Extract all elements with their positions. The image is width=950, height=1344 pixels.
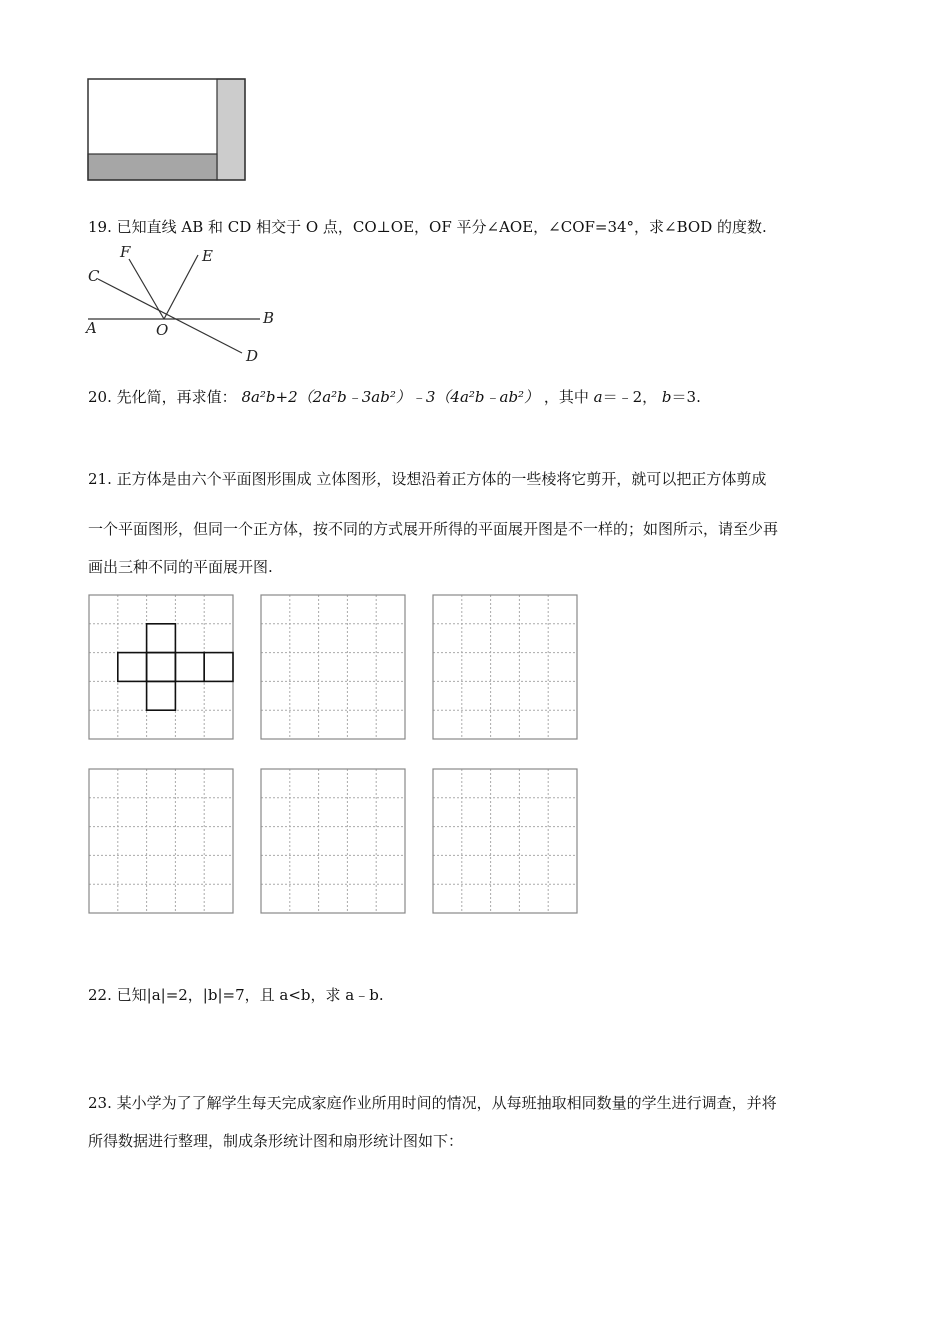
q23-text-1: 某小学为了了解学生每天完成家庭作业所用时间的情况，从每班抽取相同数量的学生进行调查，并将 [116, 1094, 777, 1112]
grid-4 [88, 768, 234, 914]
q21-number: 21. [88, 470, 112, 488]
q23-line-1 [88, 1092, 777, 1114]
net-square [204, 653, 233, 682]
grid-border [89, 769, 233, 913]
grid-border [89, 595, 233, 739]
q20-expression: 8a²b+2（2a²b﹣3ab²）﹣3（4a²b﹣ab²） [241, 388, 540, 406]
label-o: O [156, 321, 169, 339]
grid-5 [260, 768, 406, 914]
q19-angle-figure [84, 243, 284, 368]
line-cd [98, 279, 242, 353]
label-e: E [202, 247, 213, 265]
q23-number: 23. [88, 1094, 112, 1112]
label-a: A [86, 319, 97, 337]
net-square [118, 653, 147, 682]
question-22 [88, 984, 384, 1006]
grid-2 [260, 594, 406, 740]
ray-oe [164, 255, 198, 319]
net-square [147, 681, 176, 710]
q21-text-1: 正方体是由六个平面图形围成 立体图形，设想沿着正方体的一些棱将它剪开，就可以把正方体剪成 [116, 470, 767, 488]
rectangle-strips-figure [86, 77, 250, 183]
ray-of [129, 259, 164, 319]
grid-6 [432, 768, 578, 914]
q22-number: 22. [88, 986, 112, 1004]
question-19 [88, 216, 767, 238]
q20-lead: 先化简，再求值： [116, 388, 237, 406]
grid-border [433, 595, 577, 739]
q20-b-value: ＝3. [671, 388, 701, 406]
label-b: B [263, 309, 275, 327]
q23-line-2: 所得数据进行整理，制成条形统计图和扇形统计图如下： [88, 1132, 464, 1150]
q20-b-var: b [661, 388, 672, 406]
net-square [147, 653, 176, 682]
label-f: F [120, 243, 131, 261]
grid-border [261, 769, 405, 913]
q21-line-1 [88, 468, 766, 490]
question-20 [88, 386, 701, 408]
grid-3 [432, 594, 578, 740]
q20-a-var: a [593, 388, 603, 406]
q21-line-2: 一个平面图形，但同一个正方体，按不同的方式展开所得的平面展开图是不一样的；如图所示，请至少再 [88, 520, 779, 538]
grid-border [261, 595, 405, 739]
label-d: D [246, 347, 259, 365]
label-c: C [88, 267, 100, 285]
q20-condition-prefix: ，其中 [543, 388, 589, 406]
grid-border [433, 769, 577, 913]
q19-text: 已知直线 AB 和 CD 相交于 O 点，CO⊥OE，OF 平分∠AOE，∠COF=34°，求∠BOD 的度数. [116, 218, 767, 236]
net-square [147, 624, 176, 653]
q20-number: 20. [88, 388, 112, 406]
grid-1 [88, 594, 234, 740]
q22-text: 已知|a|=2，|b|=7，且 a<b，求 a﹣b. [116, 986, 384, 1004]
q19-number: 19. [88, 218, 112, 236]
dark-strip [88, 154, 217, 180]
q21-line-3: 画出三种不同的平面展开图. [88, 558, 273, 576]
light-strip [217, 79, 245, 180]
net-square [175, 653, 204, 682]
q20-a-value: ＝﹣2， [602, 388, 658, 406]
